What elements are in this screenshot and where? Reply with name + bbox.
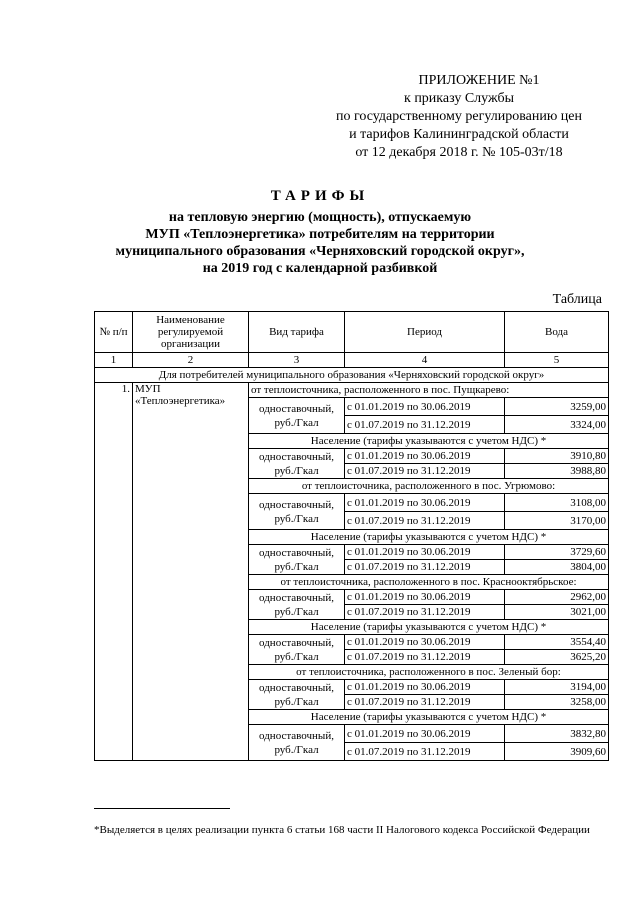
- source-title: от теплоисточника, расположенного в пос. Краснооктябрьское:: [249, 575, 609, 590]
- value-cell: 3170,00: [505, 512, 609, 530]
- header-cell: Наименование регулируемой организации: [133, 312, 249, 353]
- value-cell: 3909,60: [505, 743, 609, 761]
- appendix-header: [336, 72, 582, 162]
- population-note: Население (тарифы указываются с учетом НДС) *: [249, 530, 609, 545]
- source-title: от теплоисточника, расположенного в пос. Пущкарево:: [249, 383, 609, 398]
- value-cell: 3021,00: [505, 605, 609, 620]
- value-cell: 3108,00: [505, 494, 609, 512]
- value-cell: 3988,80: [505, 464, 609, 479]
- column-number-row: [95, 353, 609, 368]
- period-cell: с 01.07.2019 по 31.12.2019: [345, 416, 505, 434]
- source-title: от теплоисточника, расположенного в пос. Угрюмово:: [249, 479, 609, 494]
- appendix-line: к приказу Службы: [404, 91, 514, 106]
- period-cell: с 01.07.2019 по 31.12.2019: [345, 560, 505, 575]
- header-cell: Вода: [505, 312, 609, 353]
- value-cell: 3804,00: [505, 560, 609, 575]
- tariff-type: одноставочный, руб./Гкал: [249, 725, 345, 761]
- column-number: 2: [133, 353, 249, 368]
- table-header-row: [95, 312, 609, 353]
- title-main: ТАРИФЫ: [270, 188, 370, 204]
- value-cell: 3194,00: [505, 680, 609, 695]
- period-cell: с 01.07.2019 по 31.12.2019: [345, 650, 505, 665]
- appendix-line: по государственному регулированию цен: [336, 109, 582, 124]
- title-line: на 2019 год с календарной разбивкой: [202, 261, 438, 276]
- tariff-type: одноставочный, руб./Гкал: [249, 680, 345, 710]
- document-title: [0, 188, 640, 277]
- source-title-row: [95, 383, 609, 398]
- group-title-row: [95, 368, 609, 383]
- group-title: Для потребителей муниципального образования «Черняховский городской округ»: [95, 368, 609, 383]
- value-cell: 3258,00: [505, 695, 609, 710]
- header-cell: Период: [345, 312, 505, 353]
- header-cell: № п/п: [95, 312, 133, 353]
- tariff-type: одноставочный, руб./Гкал: [249, 590, 345, 620]
- period-cell: с 01.01.2019 по 30.06.2019: [345, 398, 505, 416]
- period-cell: с 01.07.2019 по 31.12.2019: [345, 743, 505, 761]
- title-line: муниципального образования «Черняховский городской округ»,: [115, 244, 525, 259]
- title-line: МУП «Теплоэнергетика» потребителям на территории: [145, 227, 495, 242]
- footnote-divider: [94, 808, 230, 809]
- column-number: 1: [95, 353, 133, 368]
- population-note: Население (тарифы указываются с учетом НДС) *: [249, 710, 609, 725]
- tariff-type: одноставочный, руб./Гкал: [249, 635, 345, 665]
- value-cell: 3259,00: [505, 398, 609, 416]
- value-cell: 3832,80: [505, 725, 609, 743]
- tariff-type: одноставочный, руб./Гкал: [249, 398, 345, 434]
- row-number: 1.: [95, 383, 133, 761]
- period-cell: с 01.07.2019 по 31.12.2019: [345, 605, 505, 620]
- title-line: на тепловую энергию (мощность), отпускаемую: [168, 210, 472, 225]
- tariff-type: одноставочный, руб./Гкал: [249, 494, 345, 530]
- value-cell: 3554,40: [505, 635, 609, 650]
- table-label: Таблица: [552, 292, 602, 307]
- column-number: 3: [249, 353, 345, 368]
- period-cell: с 01.01.2019 по 30.06.2019: [345, 725, 505, 743]
- period-cell: с 01.01.2019 по 30.06.2019: [345, 680, 505, 695]
- period-cell: с 01.01.2019 по 30.06.2019: [345, 545, 505, 560]
- period-cell: с 01.01.2019 по 30.06.2019: [345, 635, 505, 650]
- population-note: Население (тарифы указываются с учетом НДС) *: [249, 434, 609, 449]
- tariff-type: одноставочный, руб./Гкал: [249, 449, 345, 479]
- tariffs-table: [94, 311, 609, 761]
- period-cell: с 01.07.2019 по 31.12.2019: [345, 512, 505, 530]
- period-cell: с 01.01.2019 по 30.06.2019: [345, 590, 505, 605]
- value-cell: 3625,20: [505, 650, 609, 665]
- value-cell: 2962,00: [505, 590, 609, 605]
- organization-name: МУП «Теплоэнергетика»: [133, 383, 249, 761]
- column-number: 5: [505, 353, 609, 368]
- value-cell: 3729,60: [505, 545, 609, 560]
- tariff-type: одноставочный, руб./Гкал: [249, 545, 345, 575]
- population-note: Население (тарифы указываются с учетом НДС) *: [249, 620, 609, 635]
- value-cell: 3324,00: [505, 416, 609, 434]
- appendix-line: от 12 декабря 2018 г. № 105-03т/18: [355, 145, 563, 160]
- source-title: от теплоисточника, расположенного в пос. Зеленый бор:: [249, 665, 609, 680]
- period-cell: с 01.07.2019 по 31.12.2019: [345, 695, 505, 710]
- footnote: *Выделяется в целях реализации пункта 6 статьи 168 части II Налогового кодекса Российской Федерации: [94, 824, 590, 836]
- appendix-line: ПРИЛОЖЕНИЕ №1: [418, 73, 540, 88]
- column-number: 4: [345, 353, 505, 368]
- value-cell: 3910,80: [505, 449, 609, 464]
- period-cell: с 01.01.2019 по 30.06.2019: [345, 449, 505, 464]
- period-cell: с 01.01.2019 по 30.06.2019: [345, 494, 505, 512]
- appendix-line: и тарифов Калининградской области: [349, 127, 569, 142]
- header-cell: Вид тарифа: [249, 312, 345, 353]
- period-cell: с 01.07.2019 по 31.12.2019: [345, 464, 505, 479]
